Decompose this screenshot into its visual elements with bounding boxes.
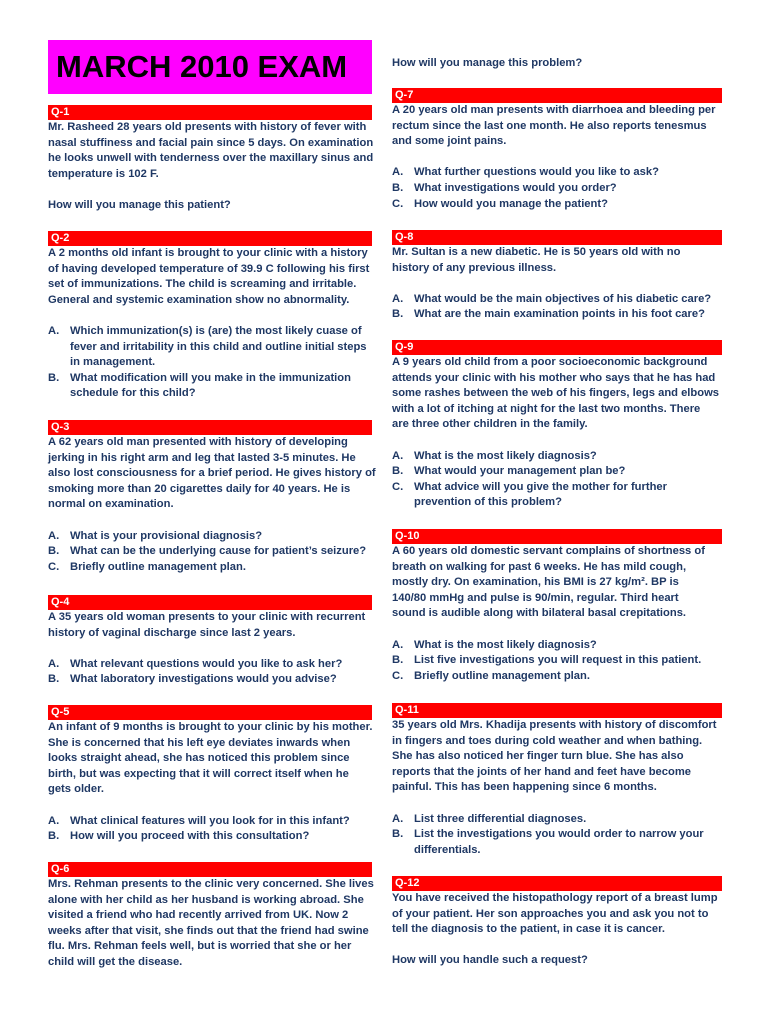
sub-letter: B. xyxy=(48,830,60,843)
question-8 xyxy=(392,230,722,323)
question-text-line: in fingers and toes during cold weather and when bathing. xyxy=(392,734,703,747)
question-text-line: painful. This has been happening since 6 months. xyxy=(392,781,657,794)
sub-question xyxy=(392,464,722,480)
question-2 xyxy=(48,231,372,402)
sub-question xyxy=(392,638,722,654)
question-label: Q-9 xyxy=(392,340,722,355)
sub-question xyxy=(48,371,372,402)
sub-text-line: What modification will you make in the immunization xyxy=(70,371,351,384)
question-text-line: of your patient. Her son approaches you and ask you not to xyxy=(392,907,709,920)
sub-text-line: in management. xyxy=(70,356,156,369)
question-text-line: rectum since the last one month. He also reports tenesmus xyxy=(392,119,707,132)
sub-text-line: What advice will you give the mother for further xyxy=(414,480,667,493)
sub-question xyxy=(392,197,722,213)
sub-text: What investigations would you order? xyxy=(414,181,617,194)
question-text-line: mostly dry. On examination, his BMI is 27 kg/m². BP is xyxy=(392,576,679,589)
question-text-line: A 35 years old woman presents to your clinic with recurrent xyxy=(48,611,366,623)
question-text-line: some rashes between the web of his fingers, legs and elbows xyxy=(392,387,720,400)
sub-question xyxy=(392,480,722,511)
page-title: MARCH 2010 EXAM xyxy=(48,40,372,94)
sub-text-line: Which immunization(s) is (are) the most likely cuase of xyxy=(70,324,362,337)
question-text-line: child will get the disease. xyxy=(48,955,183,968)
sub-letter: A. xyxy=(48,529,60,542)
question-label: Q-5 xyxy=(48,705,372,720)
sub-text: What clinical features will you look for in this infant? xyxy=(70,814,350,827)
sub-question xyxy=(48,529,372,545)
question-11 xyxy=(392,703,722,858)
question-3 xyxy=(48,420,376,575)
sub-letter: A. xyxy=(392,292,404,305)
question-7 xyxy=(392,88,722,212)
sub-letter: B. xyxy=(48,371,60,384)
question-text-line: set of immunizations. The child is screaming and irritable. xyxy=(48,278,357,291)
question-text-line: and some joint pains. xyxy=(392,135,507,148)
sub-question xyxy=(48,544,372,560)
sub-letter: B. xyxy=(48,545,60,558)
sub-question xyxy=(48,814,372,830)
question-text-line: A 9 years old child from a poor socioeconomic background xyxy=(392,356,708,368)
sub-text: What is the most likely diagnosis? xyxy=(414,449,597,462)
sub-text: What would be the main objectives of his diabetic care? xyxy=(414,292,712,305)
question-label: Q-10 xyxy=(392,529,722,544)
question-text-line: he looks unwell with tenderness over the maxillary sinus and xyxy=(48,152,374,165)
sub-letter: A. xyxy=(392,812,404,825)
question-text-line: She is concerned that his left eye deviates inwards when xyxy=(48,736,351,749)
sub-letter: A. xyxy=(48,657,60,670)
sub-text: List five investigations you will request in this patient. xyxy=(414,654,702,667)
question-text-line: of having developed temperature of 39.9 C following his first xyxy=(48,262,370,275)
question-6 xyxy=(48,862,372,971)
sub-question xyxy=(392,812,722,828)
sub-letter: C. xyxy=(48,560,60,573)
question-text-line: tell the diagnosis to the patient, in case it is cancer. xyxy=(392,923,665,936)
sub-text: What can be the underlying cause for patient’s seizure? xyxy=(70,545,367,558)
question-text-line: Mrs. Rehman presents to the clinic very concerned. She lives xyxy=(48,878,374,890)
question-text-line: She has also noticed her finger turn blue. She has also xyxy=(392,750,684,763)
sub-question xyxy=(392,669,722,685)
question-label: Q-12 xyxy=(392,876,722,891)
sub-text-line: List the investigations you would order to narrow your xyxy=(414,828,704,841)
sub-letter: A. xyxy=(48,814,60,827)
sub-letter: B. xyxy=(392,828,404,841)
question-label: Q-11 xyxy=(392,703,722,718)
question-label: Q-6 xyxy=(48,862,372,877)
question-4 xyxy=(48,595,372,688)
question-prompt: How will you manage this patient? xyxy=(48,198,231,211)
sub-question xyxy=(392,292,722,308)
sub-text-line: prevention of this problem? xyxy=(414,496,562,509)
question-text-line: looks straight ahead, she has noticed this problem since xyxy=(48,752,350,765)
question-9 xyxy=(392,340,722,511)
question-text-line: visited a friend who had recently arrived from UK. Now 2 xyxy=(48,909,349,922)
sub-question xyxy=(392,449,722,465)
question-text-line: An infant of 9 months is brought to your clinic by his mother. xyxy=(48,721,373,733)
question-text-line: 35 years old Mrs. Khadija presents with history of discomfort xyxy=(392,719,717,731)
sub-question xyxy=(392,827,722,858)
question-1 xyxy=(48,105,372,214)
sub-letter: B. xyxy=(392,654,404,667)
question-text-line: also lost consciousness for a brief period. He gives history of xyxy=(48,467,376,480)
question-text-line: A 60 years old domestic servant complains of shortness of xyxy=(392,545,705,557)
question-text-line: flu. Mrs. Rehman feels well, but is worried that she or her xyxy=(48,940,352,953)
question-text-line: history of vaginal discharge since last 2 years. xyxy=(48,626,296,639)
question-text-line: Mr. Sultan is a new diabetic. He is 50 years old with no xyxy=(392,246,681,258)
sub-text-line: differentials. xyxy=(414,843,481,856)
question-text-line: jerking in his right arm and leg that lasted 3-5 minutes. He xyxy=(48,451,356,464)
sub-letter: B. xyxy=(392,465,404,478)
sub-text: Briefly outline management plan. xyxy=(414,669,590,682)
question-prompt: How will you manage this problem? xyxy=(392,57,583,69)
question-text-line: reports that the joints of her hand and feet have become xyxy=(392,765,692,778)
question-prompt: How will you handle such a request? xyxy=(392,954,588,967)
sub-question xyxy=(392,653,722,669)
sub-text: What laboratory investigations would you advise? xyxy=(70,673,337,686)
sub-text: What is your provisional diagnosis? xyxy=(70,529,263,542)
question-text-line: birth, but was expecting that it will correct itself when he xyxy=(48,767,349,780)
question-label: Q-8 xyxy=(392,230,722,245)
sub-question xyxy=(48,324,372,371)
sub-letter: A. xyxy=(392,449,404,462)
sub-question xyxy=(48,560,372,576)
sub-text: Briefly outline management plan. xyxy=(70,560,246,573)
question-text-line: sound is audible along with bilateral basal crepitations. xyxy=(392,607,687,620)
sub-letter: B. xyxy=(392,308,404,321)
question-12 xyxy=(392,876,722,969)
sub-question xyxy=(48,829,372,845)
sub-text: List three differential diagnoses. xyxy=(414,812,587,825)
question-5 xyxy=(48,705,372,845)
sub-text: What further questions would you like to ask? xyxy=(414,166,659,179)
question-text-line: A 20 years old man presents with diarrhoea and bleeding per xyxy=(392,104,716,116)
sub-text-line: fever and irritability in this child and outline initial steps xyxy=(70,340,367,353)
question-text-line: gets older. xyxy=(48,783,104,796)
sub-letter: C. xyxy=(392,480,404,493)
question-label: Q-1 xyxy=(48,105,372,120)
sub-text: How will you proceed with this consultation? xyxy=(70,830,310,843)
question-text-line: attends your clinic with his mother who says that he has had xyxy=(392,371,716,384)
question-text-line: normal on examination. xyxy=(48,498,174,511)
sub-letter: B. xyxy=(48,673,60,686)
sub-question xyxy=(392,307,722,323)
question-text-line: weeks after that visit, she finds out that the friend had swine xyxy=(48,924,369,937)
sub-letter: C. xyxy=(392,197,404,210)
question-text-line: history of any previous illness. xyxy=(392,261,557,274)
sub-text: What is the most likely diagnosis? xyxy=(414,638,597,651)
question-text-line: with a lot of itching at night for the last two months. There xyxy=(392,402,701,415)
sub-text-line: schedule for this child? xyxy=(70,387,196,400)
sub-text: What relevant questions would you like to ask her? xyxy=(70,657,343,670)
question-text-line: General and systemic examination show no abnormality. xyxy=(48,293,350,306)
question-6-continued xyxy=(392,56,722,72)
question-label: Q-7 xyxy=(392,88,722,103)
sub-letter: A. xyxy=(48,324,60,337)
question-label: Q-2 xyxy=(48,231,372,246)
question-text-line: nasal stuffiness and facial pain since 5 days. On examination xyxy=(48,136,374,149)
sub-question xyxy=(48,672,372,688)
question-text-line: A 2 months old infant is brought to your clinic with a history xyxy=(48,247,368,259)
sub-letter: C. xyxy=(392,669,404,682)
question-text-line: A 62 years old man presented with history of developing xyxy=(48,436,348,448)
sub-question xyxy=(392,181,722,197)
question-label: Q-3 xyxy=(48,420,372,435)
sub-text: How would you manage the patient? xyxy=(414,197,608,210)
question-text-line: temperature is 102 F. xyxy=(48,167,159,180)
sub-letter: A. xyxy=(392,166,404,179)
sub-letter: B. xyxy=(392,181,404,194)
sub-letter: A. xyxy=(392,638,404,651)
question-text-line: are three other children in the family. xyxy=(392,418,588,431)
question-10 xyxy=(392,529,722,684)
sub-text: What would your management plan be? xyxy=(414,465,626,478)
sub-question xyxy=(392,165,722,181)
sub-question xyxy=(48,657,372,673)
question-text-line: breath on walking for past 6 weeks. He has mild cough, xyxy=(392,560,687,573)
question-text-line: You have received the histopathology report of a breast lump xyxy=(392,892,718,904)
question-text-line: Mr. Rasheed 28 years old presents with history of fever with xyxy=(48,121,367,133)
question-text-line: smoking more than 20 cigarettes daily for 40 years. He is xyxy=(48,482,351,495)
question-label: Q-4 xyxy=(48,595,372,610)
question-text-line: 140/80 mmHg and pulse is 90/min, regular. Third heart xyxy=(392,591,679,604)
question-text-line: alone with her child as her husband is working abroad. She xyxy=(48,893,364,906)
sub-text: What are the main examination points in his foot care? xyxy=(414,308,705,321)
